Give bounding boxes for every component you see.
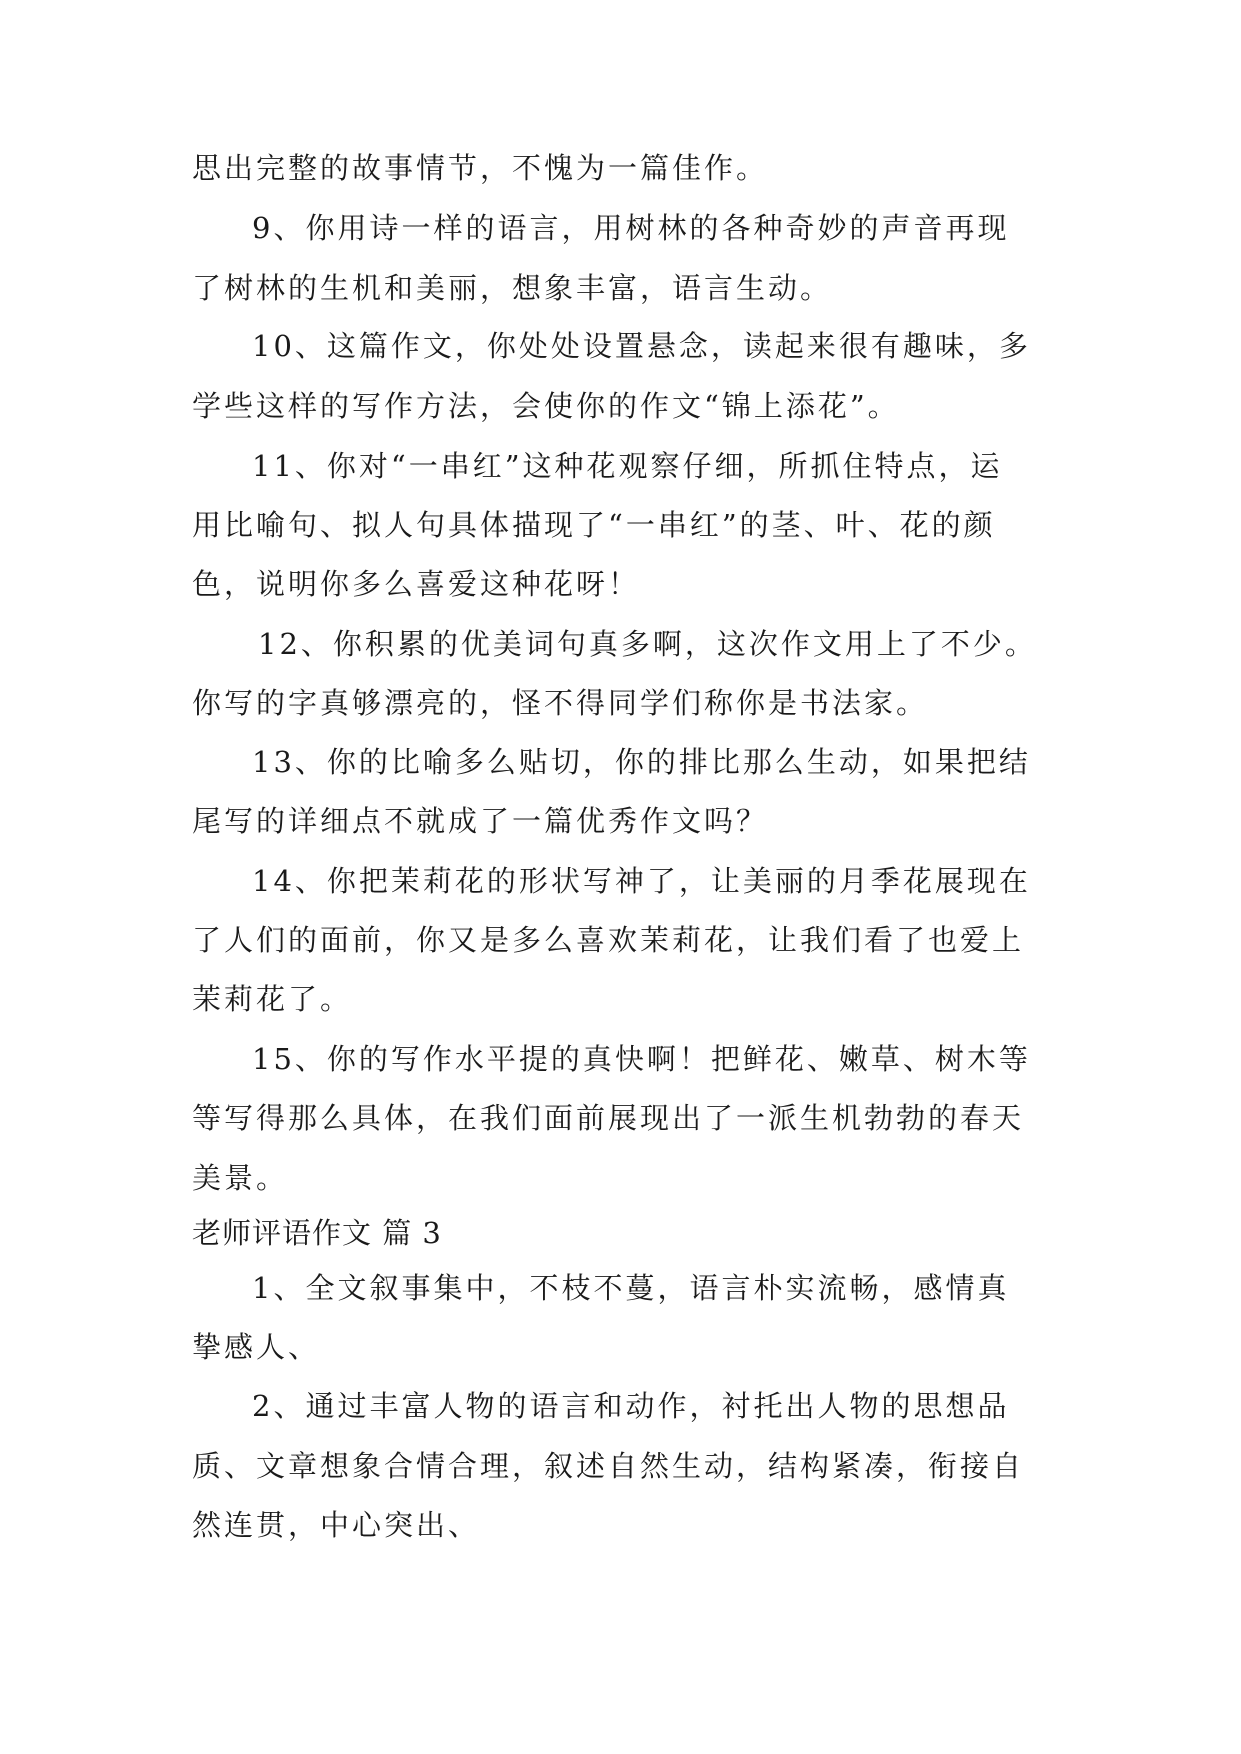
text-line: 2、通过丰富人物的语言和动作，衬托出人物的思想品: [252, 1389, 1010, 1423]
text-line: 10、这篇作文，你处处设置悬念，读起来很有趣味，多: [252, 329, 1031, 363]
text-line: 然连贯，中心突出、: [192, 1508, 481, 1542]
text-line: 14、你把茉莉花的形状写神了，让美丽的月季花展现在: [252, 864, 1031, 898]
text-line: 挚感人、: [192, 1330, 321, 1364]
text-line: 你写的字真够漂亮的，怪不得同学们称你是书法家。: [192, 686, 929, 720]
text-line: 11、你对“一串红”这种花观察仔细，所抓住特点，运: [252, 449, 1003, 483]
section-heading: 老师评语作文 篇 3: [192, 1216, 442, 1250]
text-line: 1、全文叙事集中，不枝不蔓，语言朴实流畅，感情真: [252, 1271, 1010, 1305]
text-line: 13、你的比喻多么贴切，你的排比那么生动，如果把结: [252, 745, 1031, 779]
text-line: 用比喻句、拟人句具体描现了“一串红”的茎、叶、花的颜: [192, 508, 996, 542]
text-line: 了人们的面前，你又是多么喜欢茉莉花，让我们看了也爱上: [192, 923, 1025, 957]
text-line: 15、你的写作水平提的真快啊！把鲜花、嫩草、树木等: [252, 1042, 1031, 1076]
text-line: 美景。: [192, 1161, 289, 1195]
text-line: 了树林的生机和美丽，想象丰富，语言生动。: [192, 271, 833, 305]
text-line: 9、你用诗一样的语言，用树林的各种奇妙的声音再现: [252, 211, 1010, 245]
text-line: 等写得那么具体，在我们面前展现出了一派生机勃勃的春天: [192, 1101, 1025, 1135]
text-line: 思出完整的故事情节，不愧为一篇佳作。: [192, 151, 769, 185]
text-line: 学些这样的写作方法，会使你的作文“锦上添花”。: [192, 389, 900, 423]
text-line: 质、文章想象合情合理，叙述自然生动，结构紧凑，衔接自: [192, 1449, 1025, 1483]
text-line: 尾写的详细点不就成了一篇优秀作文吗？: [192, 804, 769, 838]
text-line: 茉莉花了。: [192, 982, 353, 1016]
text-line: 12、你积累的优美词句真多啊，这次作文用上了不少。: [258, 627, 1037, 661]
text-line: 色，说明你多么喜爱这种花呀！: [192, 567, 641, 601]
